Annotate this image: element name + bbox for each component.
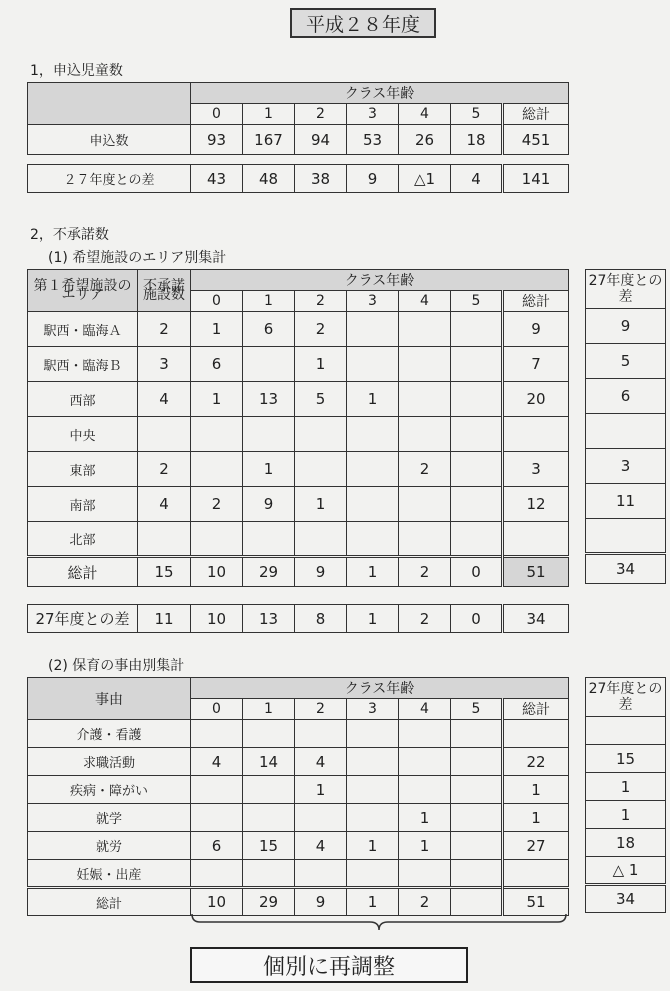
table-row (586, 309, 666, 344)
cell (295, 860, 347, 888)
table-row (28, 832, 569, 860)
cell: 29 (243, 557, 295, 587)
cell: 9 (295, 888, 347, 916)
cell-total: 27 (503, 832, 569, 860)
age-header: 4 (399, 699, 451, 720)
facility-column-header: 不承諾施設数 (138, 270, 191, 312)
row-label: 27年度との差 (28, 605, 138, 633)
reason-label: 就労 (28, 832, 191, 860)
cell: 29 (243, 888, 295, 916)
table-row (28, 452, 569, 487)
cell-total (503, 860, 569, 888)
area-label: 中央 (28, 417, 138, 452)
table-row (28, 347, 569, 382)
age-header: 0 (191, 699, 243, 720)
cell: 5 (586, 344, 666, 379)
cell-total: 34 (503, 605, 569, 633)
cell: 10 (191, 557, 243, 587)
cell: 0 (451, 605, 503, 633)
cell (451, 776, 503, 804)
table-row (586, 484, 666, 519)
cell-total: 12 (503, 487, 569, 522)
cell (191, 417, 243, 452)
class-age-header: クラス年齢 (191, 83, 569, 104)
cell-total (503, 417, 569, 452)
area-diff-column (585, 269, 666, 584)
cell (399, 860, 451, 888)
cell (347, 312, 399, 347)
area-table (27, 269, 569, 587)
sub1-heading: (1) 希望施設のエリア別集計 (48, 250, 227, 266)
conclusion-box: 個別に再調整 (190, 947, 468, 983)
reason-label: 就学 (28, 804, 191, 832)
cell (243, 522, 295, 557)
cell: 15 (138, 557, 191, 587)
applications-diff-table (27, 164, 569, 193)
cell: 1 (586, 773, 666, 801)
cell (347, 776, 399, 804)
cell: 1 (399, 832, 451, 860)
cell: 1 (191, 382, 243, 417)
table-row (586, 801, 666, 829)
cell (191, 860, 243, 888)
cell (138, 522, 191, 557)
age-header: 5 (451, 699, 503, 720)
cell (347, 417, 399, 452)
cell: 13 (243, 605, 295, 633)
cell: 1 (347, 382, 399, 417)
cell: 1 (399, 804, 451, 832)
cell (586, 717, 666, 745)
cell: 11 (586, 484, 666, 519)
cell: 4 (295, 748, 347, 776)
total-header: 総計 (503, 699, 569, 720)
cell: 10 (191, 605, 243, 633)
cell (295, 417, 347, 452)
table-row (586, 857, 666, 885)
cell-total: 20 (503, 382, 569, 417)
cell (451, 522, 503, 557)
cell: 0 (451, 557, 503, 587)
table-row (28, 417, 569, 452)
cell: 4 (138, 487, 191, 522)
cell: 53 (347, 125, 399, 155)
reason-column-header: 事由 (28, 678, 191, 720)
table-row (586, 344, 666, 379)
cell: 2 (399, 452, 451, 487)
cell-total: 51 (503, 888, 569, 916)
cell (295, 452, 347, 487)
cell (347, 748, 399, 776)
class-age-header: クラス年齢 (191, 270, 569, 291)
cell (191, 776, 243, 804)
table-row (28, 720, 569, 748)
brace-icon (190, 912, 568, 932)
cell: 18 (586, 829, 666, 857)
table-row (586, 449, 666, 484)
cell: 1 (347, 832, 399, 860)
sub2-heading: (2) 保育の事由別集計 (48, 658, 185, 674)
page-title: 平成２８年度 (290, 8, 436, 38)
cell: 93 (191, 125, 243, 155)
table-row (586, 717, 666, 745)
cell: 15 (243, 832, 295, 860)
cell: 2 (295, 312, 347, 347)
table-row (28, 776, 569, 804)
reason-label: 介護・看護 (28, 720, 191, 748)
table-row (28, 312, 569, 347)
cell (191, 522, 243, 557)
cell: 14 (243, 748, 295, 776)
cell: 3 (138, 347, 191, 382)
cell: 9 (347, 165, 399, 193)
age-header: 1 (243, 291, 295, 312)
cell-total: 451 (503, 125, 569, 155)
cell: 4 (191, 748, 243, 776)
age-header: 3 (347, 699, 399, 720)
cell: 10 (191, 888, 243, 916)
cell: 2 (399, 557, 451, 587)
cell (295, 804, 347, 832)
cell: 2 (399, 888, 451, 916)
area-label: 駅西・臨海Ｂ (28, 347, 138, 382)
cell (586, 414, 666, 449)
cell: 2 (138, 312, 191, 347)
cell (399, 748, 451, 776)
table-row (586, 829, 666, 857)
diff-header: 27年度との差 (586, 270, 666, 309)
cell (451, 312, 503, 347)
table-row (28, 382, 569, 417)
cell: 6 (586, 379, 666, 414)
age-header: 2 (295, 104, 347, 125)
cell: 2 (399, 605, 451, 633)
age-header: 3 (347, 104, 399, 125)
cell: 5 (295, 382, 347, 417)
cell: 15 (586, 745, 666, 773)
cell: 2 (191, 487, 243, 522)
table-row (586, 773, 666, 801)
cell-total (503, 522, 569, 557)
total-header: 総計 (503, 291, 569, 312)
sum-label: 総計 (28, 888, 191, 916)
cell (451, 832, 503, 860)
section1-heading: 1，申込児童数 (30, 63, 123, 79)
area-label: 北部 (28, 522, 138, 557)
class-age-header: クラス年齢 (191, 678, 569, 699)
cell-total: 22 (503, 748, 569, 776)
cell: 8 (295, 605, 347, 633)
cell-total: 1 (503, 776, 569, 804)
diff-header: 27年度との差 (586, 678, 666, 717)
age-header: 4 (399, 104, 451, 125)
cell: 1 (295, 776, 347, 804)
cell-total: 9 (503, 312, 569, 347)
cell (191, 804, 243, 832)
cell: 1 (347, 557, 399, 587)
cell: 167 (243, 125, 295, 155)
applications-table (27, 82, 569, 155)
area-label: 駅西・臨海Ａ (28, 312, 138, 347)
cell (191, 720, 243, 748)
cell: 9 (295, 557, 347, 587)
cell-total: 141 (503, 165, 569, 193)
cell (451, 382, 503, 417)
age-header: 1 (243, 699, 295, 720)
cell: 48 (243, 165, 295, 193)
cell (243, 720, 295, 748)
age-header: 2 (295, 699, 347, 720)
reason-table (27, 677, 569, 916)
cell: 1 (347, 605, 399, 633)
cell (243, 804, 295, 832)
cell (295, 522, 347, 557)
age-header: 0 (191, 104, 243, 125)
table-row (28, 487, 569, 522)
cell (399, 312, 451, 347)
cell (347, 522, 399, 557)
cell: 11 (138, 605, 191, 633)
table-row (586, 519, 666, 554)
cell (399, 522, 451, 557)
cell: 43 (191, 165, 243, 193)
cell: 1 (243, 452, 295, 487)
cell (295, 720, 347, 748)
cell (399, 487, 451, 522)
area-label: 西部 (28, 382, 138, 417)
cell (347, 452, 399, 487)
cell (243, 417, 295, 452)
age-header: 0 (191, 291, 243, 312)
cell (347, 487, 399, 522)
cell-total: 51 (503, 557, 569, 587)
cell-total: 7 (503, 347, 569, 382)
cell (451, 860, 503, 888)
cell: 6 (191, 347, 243, 382)
area-diff-table (27, 604, 569, 633)
table-row (586, 414, 666, 449)
cell: 9 (586, 309, 666, 344)
cell (399, 720, 451, 748)
cell: 2 (138, 452, 191, 487)
table-row (28, 804, 569, 832)
reason-diff-column (585, 677, 666, 913)
cell (347, 720, 399, 748)
area-label: 東部 (28, 452, 138, 487)
header-blank (28, 83, 191, 125)
age-header: 3 (347, 291, 399, 312)
cell: 1 (586, 801, 666, 829)
age-header: 1 (243, 104, 295, 125)
cell: 34 (586, 885, 666, 913)
total-header: 総計 (503, 104, 569, 125)
cell (347, 804, 399, 832)
table-row (28, 860, 569, 888)
cell: 1 (295, 347, 347, 382)
table-row (586, 745, 666, 773)
table-row (28, 522, 569, 557)
cell: 13 (243, 382, 295, 417)
reason-label: 疾病・障がい (28, 776, 191, 804)
cell: 3 (586, 449, 666, 484)
cell (451, 452, 503, 487)
cell (138, 417, 191, 452)
cell (451, 417, 503, 452)
section2-heading: 2，不承諾数 (30, 227, 109, 243)
cell (399, 417, 451, 452)
cell: 1 (295, 487, 347, 522)
cell-total: 1 (503, 804, 569, 832)
age-header: 5 (451, 104, 503, 125)
cell: 26 (399, 125, 451, 155)
cell: 4 (451, 165, 503, 193)
area-label: 南部 (28, 487, 138, 522)
cell: 38 (295, 165, 347, 193)
cell: 9 (243, 487, 295, 522)
row-label: 申込数 (28, 125, 191, 155)
cell-total: 3 (503, 452, 569, 487)
cell: 4 (295, 832, 347, 860)
cell: △ 1 (586, 857, 666, 885)
cell: 1 (347, 888, 399, 916)
age-header: 4 (399, 291, 451, 312)
cell (243, 860, 295, 888)
cell (451, 720, 503, 748)
cell: 18 (451, 125, 503, 155)
sum-label: 総計 (28, 557, 138, 587)
cell: 94 (295, 125, 347, 155)
cell (451, 804, 503, 832)
cell (347, 347, 399, 382)
table-row (28, 748, 569, 776)
cell (451, 487, 503, 522)
cell: 4 (138, 382, 191, 417)
area-column-header: 第１希望施設のエリア (28, 270, 138, 312)
cell (191, 452, 243, 487)
cell (586, 519, 666, 554)
reason-label: 求職活動 (28, 748, 191, 776)
cell: 1 (191, 312, 243, 347)
cell (451, 748, 503, 776)
cell: 6 (243, 312, 295, 347)
table-row (586, 379, 666, 414)
cell (243, 347, 295, 382)
age-header: 2 (295, 291, 347, 312)
cell (243, 776, 295, 804)
cell-total (503, 720, 569, 748)
cell: △1 (399, 165, 451, 193)
cell (399, 382, 451, 417)
cell: 34 (586, 554, 666, 584)
age-header: 5 (451, 291, 503, 312)
row-label: ２７年度との差 (28, 165, 191, 193)
cell (451, 347, 503, 382)
reason-label: 妊娠・出産 (28, 860, 191, 888)
cell (399, 776, 451, 804)
cell (399, 347, 451, 382)
cell: 6 (191, 832, 243, 860)
cell (347, 860, 399, 888)
